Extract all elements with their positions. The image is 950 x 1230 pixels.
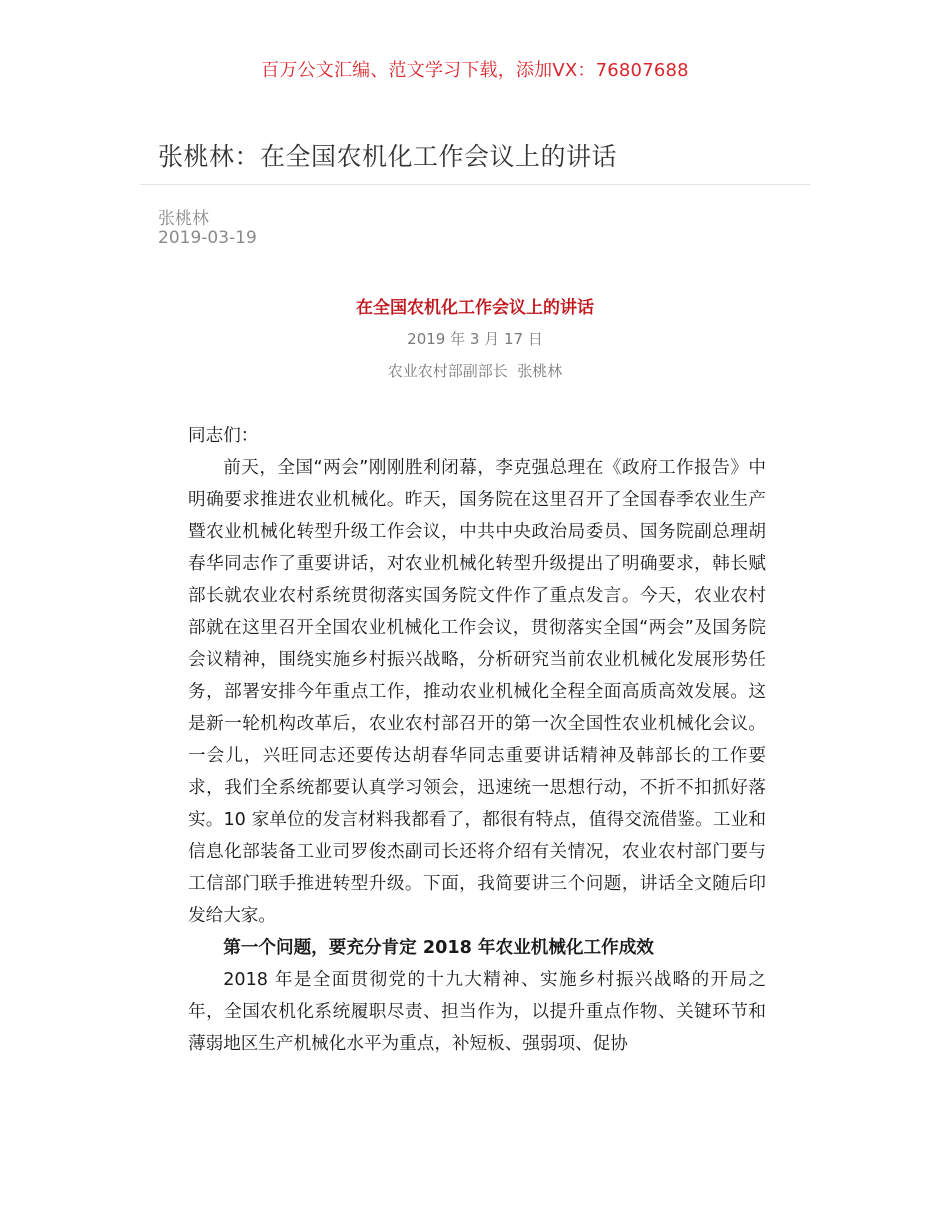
paragraph: 2018 年是全面贯彻党的十九大精神、实施乡村振兴战略的开局之年，全国农机化系统履职尽责、担当作为，以提升重点作物、关键环节和薄弱地区生产机械化水平为重点，补短板、强弱项、促协 <box>188 970 766 1054</box>
speech-speaker: 农业农村部副部长 张桃林 <box>387 362 563 380</box>
article-author: 张桃林 <box>158 209 209 229</box>
speech-title: 在全国农机化工作会议上的讲话 <box>356 298 594 318</box>
salutation: 同志们： <box>188 426 259 446</box>
title-divider <box>140 184 810 185</box>
article-date: 2019-03-19 <box>158 228 257 248</box>
article-title: 张桃林：在全国农机化工作会议上的讲话 <box>158 142 618 171</box>
speech-date: 2019 年 3 月 17 日 <box>407 330 543 348</box>
paragraph: 前天，全国“两会”刚刚胜利闭幕，李克强总理在《政府工作报告》中明确要求推进农业机械化。昨天，国务院在这里召开了全国春季农业生产暨农业机械化转型升级工作会议，中共中央政治局委员、国务院副总理胡春华同志作了重要讲话，对农业机械化转型升级提出了明确要求，韩长赋部长就农业农村系统贯彻落实国务院文件作了重点发言。今天，农业农村部就在这里召开全国农业机械化工作会议，贯彻落实全国“两会”及国务院会议精神，围绕实施乡村振兴战略，分析研究当前农业机械化发展形势任务，部署安排今年重点工作，推动农业机械化全程全面高质高效发展。这是新一轮机构改革后，农业农村部召开的第一次全国性农业机械化会议。一会儿，兴旺同志还要传达胡春华同志重要讲话精神及韩部长的工作要求，我们全系统都要认真学习领会，迅速统一思想行动，不折不扣抓好落实。10 家单位的发言材料我都看了，都很有特点，值得交流借鉴。工业和信息化部装备工业司罗俊杰副司长还将介绍有关情况，农业农村部门要与工信部门联手推进转型升级。下面，我简要讲三个问题，讲话全文随后印发给大家。 <box>188 458 766 926</box>
promo-banner: 百万公文汇编、范文学习下载，添加VX：76807688 <box>261 60 689 81</box>
speech-body <box>188 420 766 1060</box>
section-heading: 第一个问题，要充分肯定 2018 年农业机械化工作成效 <box>223 938 654 958</box>
